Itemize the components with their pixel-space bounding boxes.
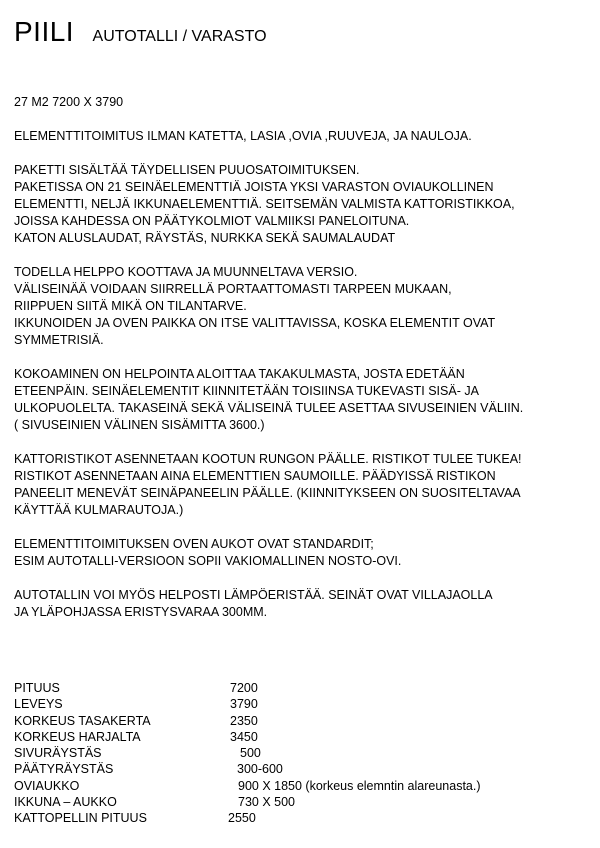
- text-line: ( SIVUSEINIEN VÄLINEN SISÄMITTA 3600.): [14, 418, 265, 432]
- spec-label: LEVEYS: [14, 697, 63, 712]
- text-line: IKKUNOIDEN JA OVEN PAIKKA ON ITSE VALITTAVISSA, KOSKA ELEMENTIT OVAT: [14, 316, 496, 330]
- spec-label: IKKUNA – AUKKO: [14, 795, 117, 810]
- text-line: PAKETTI SISÄLTÄÄ TÄYDELLISEN PUUOSATOIMITUKSEN.: [14, 163, 360, 177]
- spec-value: 2350: [230, 713, 258, 728]
- text-line: KATON ALUSLAUDAT, RÄYSTÄS, NURKKA SEKÄ SAUMALAUDAT: [14, 231, 396, 245]
- spec-label: SIVURÄYSTÄS: [14, 746, 102, 761]
- spec-label: OVIAUKKO: [14, 778, 80, 793]
- document-title: PIILI: [14, 16, 75, 47]
- spec-value: 7200: [230, 681, 258, 695]
- text-line: AUTOTALLIN VOI MYÖS HELPOSTI LÄMPÖERISTÄÄ. SEINÄT OVAT VILLAJAOLLA: [14, 588, 493, 602]
- paragraph-door-openings: [14, 536, 594, 570]
- paragraph-size: [14, 94, 594, 111]
- spec-label: KORKEUS HARJALTA: [14, 729, 141, 744]
- text-line: PANEELIT MENEVÄT SEINÄPANEELIN PÄÄLLE. (KIINNITYKSEEN ON SUOSITELTAVAA: [14, 486, 521, 500]
- paragraph-assembly-ease: [14, 264, 594, 349]
- spec-label: KATTOPELLIN PITUUS: [14, 811, 147, 826]
- text-line: ELEMENTTITOIMITUKSEN OVEN AUKOT OVAT STANDARDIT;: [14, 537, 374, 551]
- text-line: ESIM AUTOTALLI-VERSIOON SOPII VAKIOMALLINEN NOSTO-OVI.: [14, 554, 402, 568]
- paragraph-delivery: [14, 128, 594, 145]
- paragraph-insulation: [14, 587, 594, 621]
- spec-value: 3790: [230, 697, 258, 712]
- text-line: TODELLA HELPPO KOOTTAVA JA MUUNNELTAVA VERSIO.: [14, 265, 358, 279]
- spec-value: 730 X 500: [238, 795, 295, 810]
- spec-label: KORKEUS TASAKERTA: [14, 713, 151, 728]
- document-body: [14, 94, 594, 638]
- text-line: ETEENPÄIN. SEINÄELEMENTIT KIINNITETÄÄN TOISIINSA TUKEVASTI SISÄ- JA: [14, 384, 479, 398]
- spec-value: 300-600: [237, 762, 283, 777]
- text-line: KÄYTTÄÄ KULMARAUTOJA.): [14, 503, 184, 517]
- text-line: KATTORISTIKOT ASENNETAAN KOOTUN RUNGON PÄÄLLE. RISTIKOT TULEE TUKEA!: [14, 452, 522, 466]
- text-line: VÄLISEINÄÄ VOIDAAN SIIRRELLÄ PORTAATTOMASTI TARPEEN MUKAAN,: [14, 282, 452, 296]
- spec-value: 900 X 1850 (korkeus elemntin alareunasta.): [238, 778, 481, 793]
- text-line: KOKOAMINEN ON HELPOINTA ALOITTAA TAKAKULMASTA, JOSTA EDETÄÄN: [14, 367, 465, 381]
- text-line: ELEMENTTITOIMITUS ILMAN KATETTA, LASIA ,OVIA ,RUUVEJA, JA NAULOJA.: [14, 129, 472, 143]
- text-line: 27 M2 7200 X 3790: [14, 95, 124, 109]
- document-header: [14, 16, 267, 48]
- spec-value: 500: [240, 746, 261, 761]
- spec-value: 3450: [230, 729, 258, 744]
- spec-label: PITUUS: [14, 681, 60, 695]
- text-line: ELEMENTTI, NELJÄ IKKUNAELEMENTTIÄ. SEITSEMÄN VALMISTA KATTORISTIKKOA,: [14, 197, 515, 211]
- text-line: JA YLÄPOHJASSA ERISTYSVARAA 300MM.: [14, 605, 268, 619]
- text-line: JOISSA KAHDESSA ON PÄÄTYKOLMIOT VALMIIKSI PANELOITUNA.: [14, 214, 410, 228]
- spec-value: 2550: [228, 811, 256, 826]
- paragraph-trusses: [14, 451, 594, 519]
- paragraph-package: [14, 162, 594, 247]
- text-line: ULKOPUOLELTA. TAKASEINÄ SEKÄ VÄLISEINÄ TULEE ASETTAA SIVUSEINIEN VÄLIIN.: [14, 401, 524, 415]
- text-line: RISTIKOT ASENNETAAN AINA ELEMENTTIEN SAUMOILLE. PÄÄDYISSÄ RISTIKON: [14, 469, 496, 483]
- document-subtitle: AUTOTALLI / VARASTO: [92, 28, 267, 45]
- paragraph-assembly-order: [14, 366, 594, 434]
- text-line: PAKETISSA ON 21 SEINÄELEMENTTIÄ JOISTA YKSI VARASTON OVIAUKOLLINEN: [14, 180, 494, 194]
- spec-label: PÄÄTYRÄYSTÄS: [14, 762, 114, 777]
- text-line: SYMMETRISIÄ.: [14, 333, 104, 347]
- text-line: RIIPPUEN SIITÄ MIKÄ ON TILANTARVE.: [14, 299, 247, 313]
